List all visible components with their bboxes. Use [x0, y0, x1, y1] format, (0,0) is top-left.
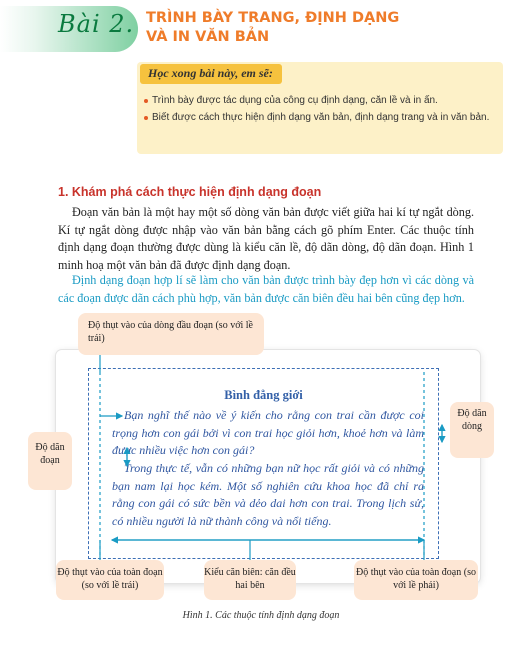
- callout-left-indent: Độ thụt vào của toàn đoạn (so với lề trái): [56, 560, 164, 600]
- callout-line-spacing: Độ dãn dòng: [450, 402, 494, 458]
- section-paragraph-2: Định dạng đoạn hợp lí sẽ làm cho văn bản được trình bày đẹp hơn vì các dòng và các đoạn được dãn cách phù hợp, văn bản được căn biên đều hai bên cũng đẹp hơn.: [58, 273, 474, 305]
- section-paragraph-1: Đoạn văn bản là một hay một số dòng văn bản được viết giữa hai kí tự ngắt dòng. Kí tự ngắt dòng được nhập vào văn bản bằng cách gõ phím Enter. Các thuộc tính định dạng đoạn thường được dùng là kiểu căn lề, độ dãn dòng, độ dãn đoạn. Hình 1 minh hoạ một văn bản đã được định dạng đoạn.: [58, 205, 474, 272]
- lesson-title: [146, 9, 446, 47]
- objectives-list: [144, 94, 494, 128]
- lesson-number: Bài 2.: [58, 10, 135, 38]
- callout-first-line-indent: Độ thụt vào của dòng đầu đoạn (so với lề trái): [78, 313, 264, 355]
- callout-alignment: Kiểu căn biên: căn đều hai bên: [204, 560, 296, 600]
- document-paragraph-1: Bạn nghĩ thế nào về ý kiến cho rằng con trai cần được coi trọng hơn con gái bởi vì con trai học giỏi hơn, khoẻ hơn và làm được nhiều việc hơn con gái?: [112, 408, 424, 458]
- figure-caption: Hình 1. Các thuộc tính định dạng đoạn: [182, 610, 340, 621]
- lesson-header: [0, 0, 522, 56]
- document-title: Bình đẳng giới: [224, 388, 303, 402]
- callout-paragraph-spacing: Độ dãn đoạn: [28, 432, 72, 490]
- document-paragraph-2: Trong thực tế, vẫn có những bạn nữ học rất giỏi và có những bạn nam lại học kém. Một số nghiên cứu khoa học đã chỉ ra rằng con gái có sức bền và dẻo dai hơn con trai. Trong lịch sử, có nhiều người là nữ thành công và nổi tiếng.: [112, 461, 424, 528]
- callout-right-indent: Độ thụt vào của toàn đoạn (so với lề phải): [354, 560, 478, 600]
- objective-item: Trình bày được tác dụng của công cụ định dạng, căn lề và in ấn.: [144, 94, 494, 107]
- lesson-title-line-2: VÀ IN VĂN BẢN: [146, 29, 270, 45]
- lesson-title-line-1: TRÌNH BÀY TRANG, ĐỊNH DẠNG: [146, 10, 400, 26]
- objectives-heading: Học xong bài này, em sẽ:: [148, 66, 273, 80]
- objective-item: Biết được cách thực hiện định dạng văn bản, định dạng trang và in văn bản.: [144, 111, 494, 124]
- objectives-heading-badge: [140, 64, 282, 84]
- section-heading: 1. Khám phá cách thực hiện định dạng đoạn: [58, 185, 322, 199]
